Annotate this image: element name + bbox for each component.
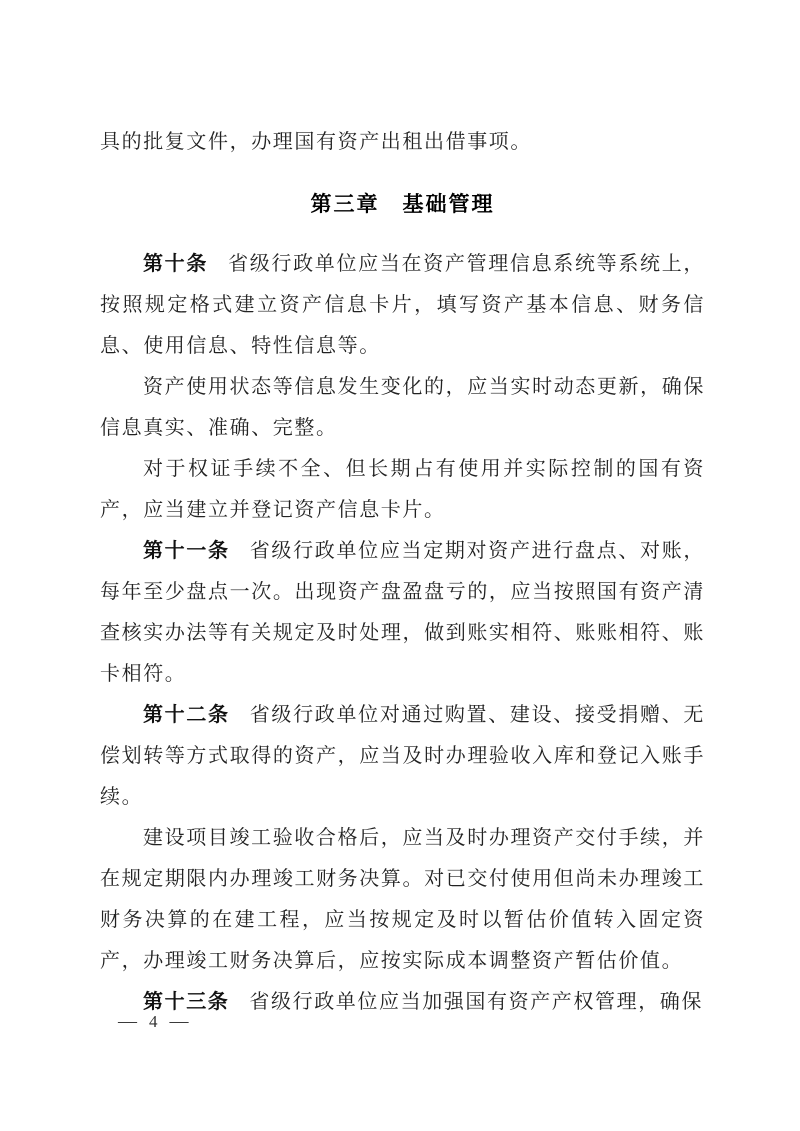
- paragraph-text: 建设项目竣工验收合格后，应当及时办理资产交付手续，并在规定期限内办理竣工财务决算。对已交付使用但尚未办理竣工财务决算的在建工程，应当按规定及时以暂估价值转入固定资产，办理竣工财务决算后，应按实际成本调整资产暂估价值。: [100, 827, 705, 972]
- article-paragraph: [100, 695, 705, 818]
- paragraph-text: 对于权证手续不全、但长期占有使用并实际控制的国有资产，应当建立并登记资产信息卡片。: [100, 458, 705, 521]
- chapter-heading: 第三章 基础管理: [310, 193, 495, 216]
- paragraph-text: 省级行政单位应当在资产管理信息系统等系统上，按照规定格式建立资产信息卡片，填写资产基本信息、财务信息、使用信息、特性信息等。: [100, 253, 705, 357]
- article-number: 第十三条: [143, 991, 230, 1013]
- paragraphs-container: [100, 244, 705, 1023]
- article-number: 第十一条: [143, 540, 230, 562]
- paragraph-continuation: 具的批复文件，办理国有资产出租出借事项。: [100, 131, 532, 153]
- page-number: 4: [149, 1012, 158, 1031]
- article-paragraph: [100, 531, 705, 695]
- paragraph-text: 资产使用状态等信息发生变化的，应当实时动态更新，确保信息真实、准确、完整。: [100, 376, 705, 439]
- page-footer: [118, 1011, 189, 1033]
- article-paragraph: [100, 244, 705, 367]
- paragraph-text: 省级行政单位对通过购置、建设、接受捐赠、无偿划转等方式取得的资产，应当及时办理验收入库和登记入账手续。: [100, 704, 705, 808]
- paragraph-text: 省级行政单位应当定期对资产进行盘点、对账，每年至少盘点一次。出现资产盘盈盘亏的，应当按照国有资产清查核实办法等有关规定及时处理，做到账实相符、账账相符、账卡相符。: [100, 540, 705, 685]
- paragraph-text: 省级行政单位应当加强国有资产产权管理，确保: [249, 991, 704, 1013]
- article-number: 第十二条: [143, 704, 230, 726]
- body-paragraph: [100, 367, 705, 449]
- article-paragraph: [100, 982, 705, 1023]
- footer-dash-right: —: [169, 1011, 189, 1032]
- footer-dash-left: —: [118, 1011, 137, 1032]
- article-number: 第十条: [143, 253, 209, 275]
- body-paragraph: [100, 818, 705, 982]
- body-paragraph: [100, 449, 705, 531]
- document-body: [100, 122, 705, 1023]
